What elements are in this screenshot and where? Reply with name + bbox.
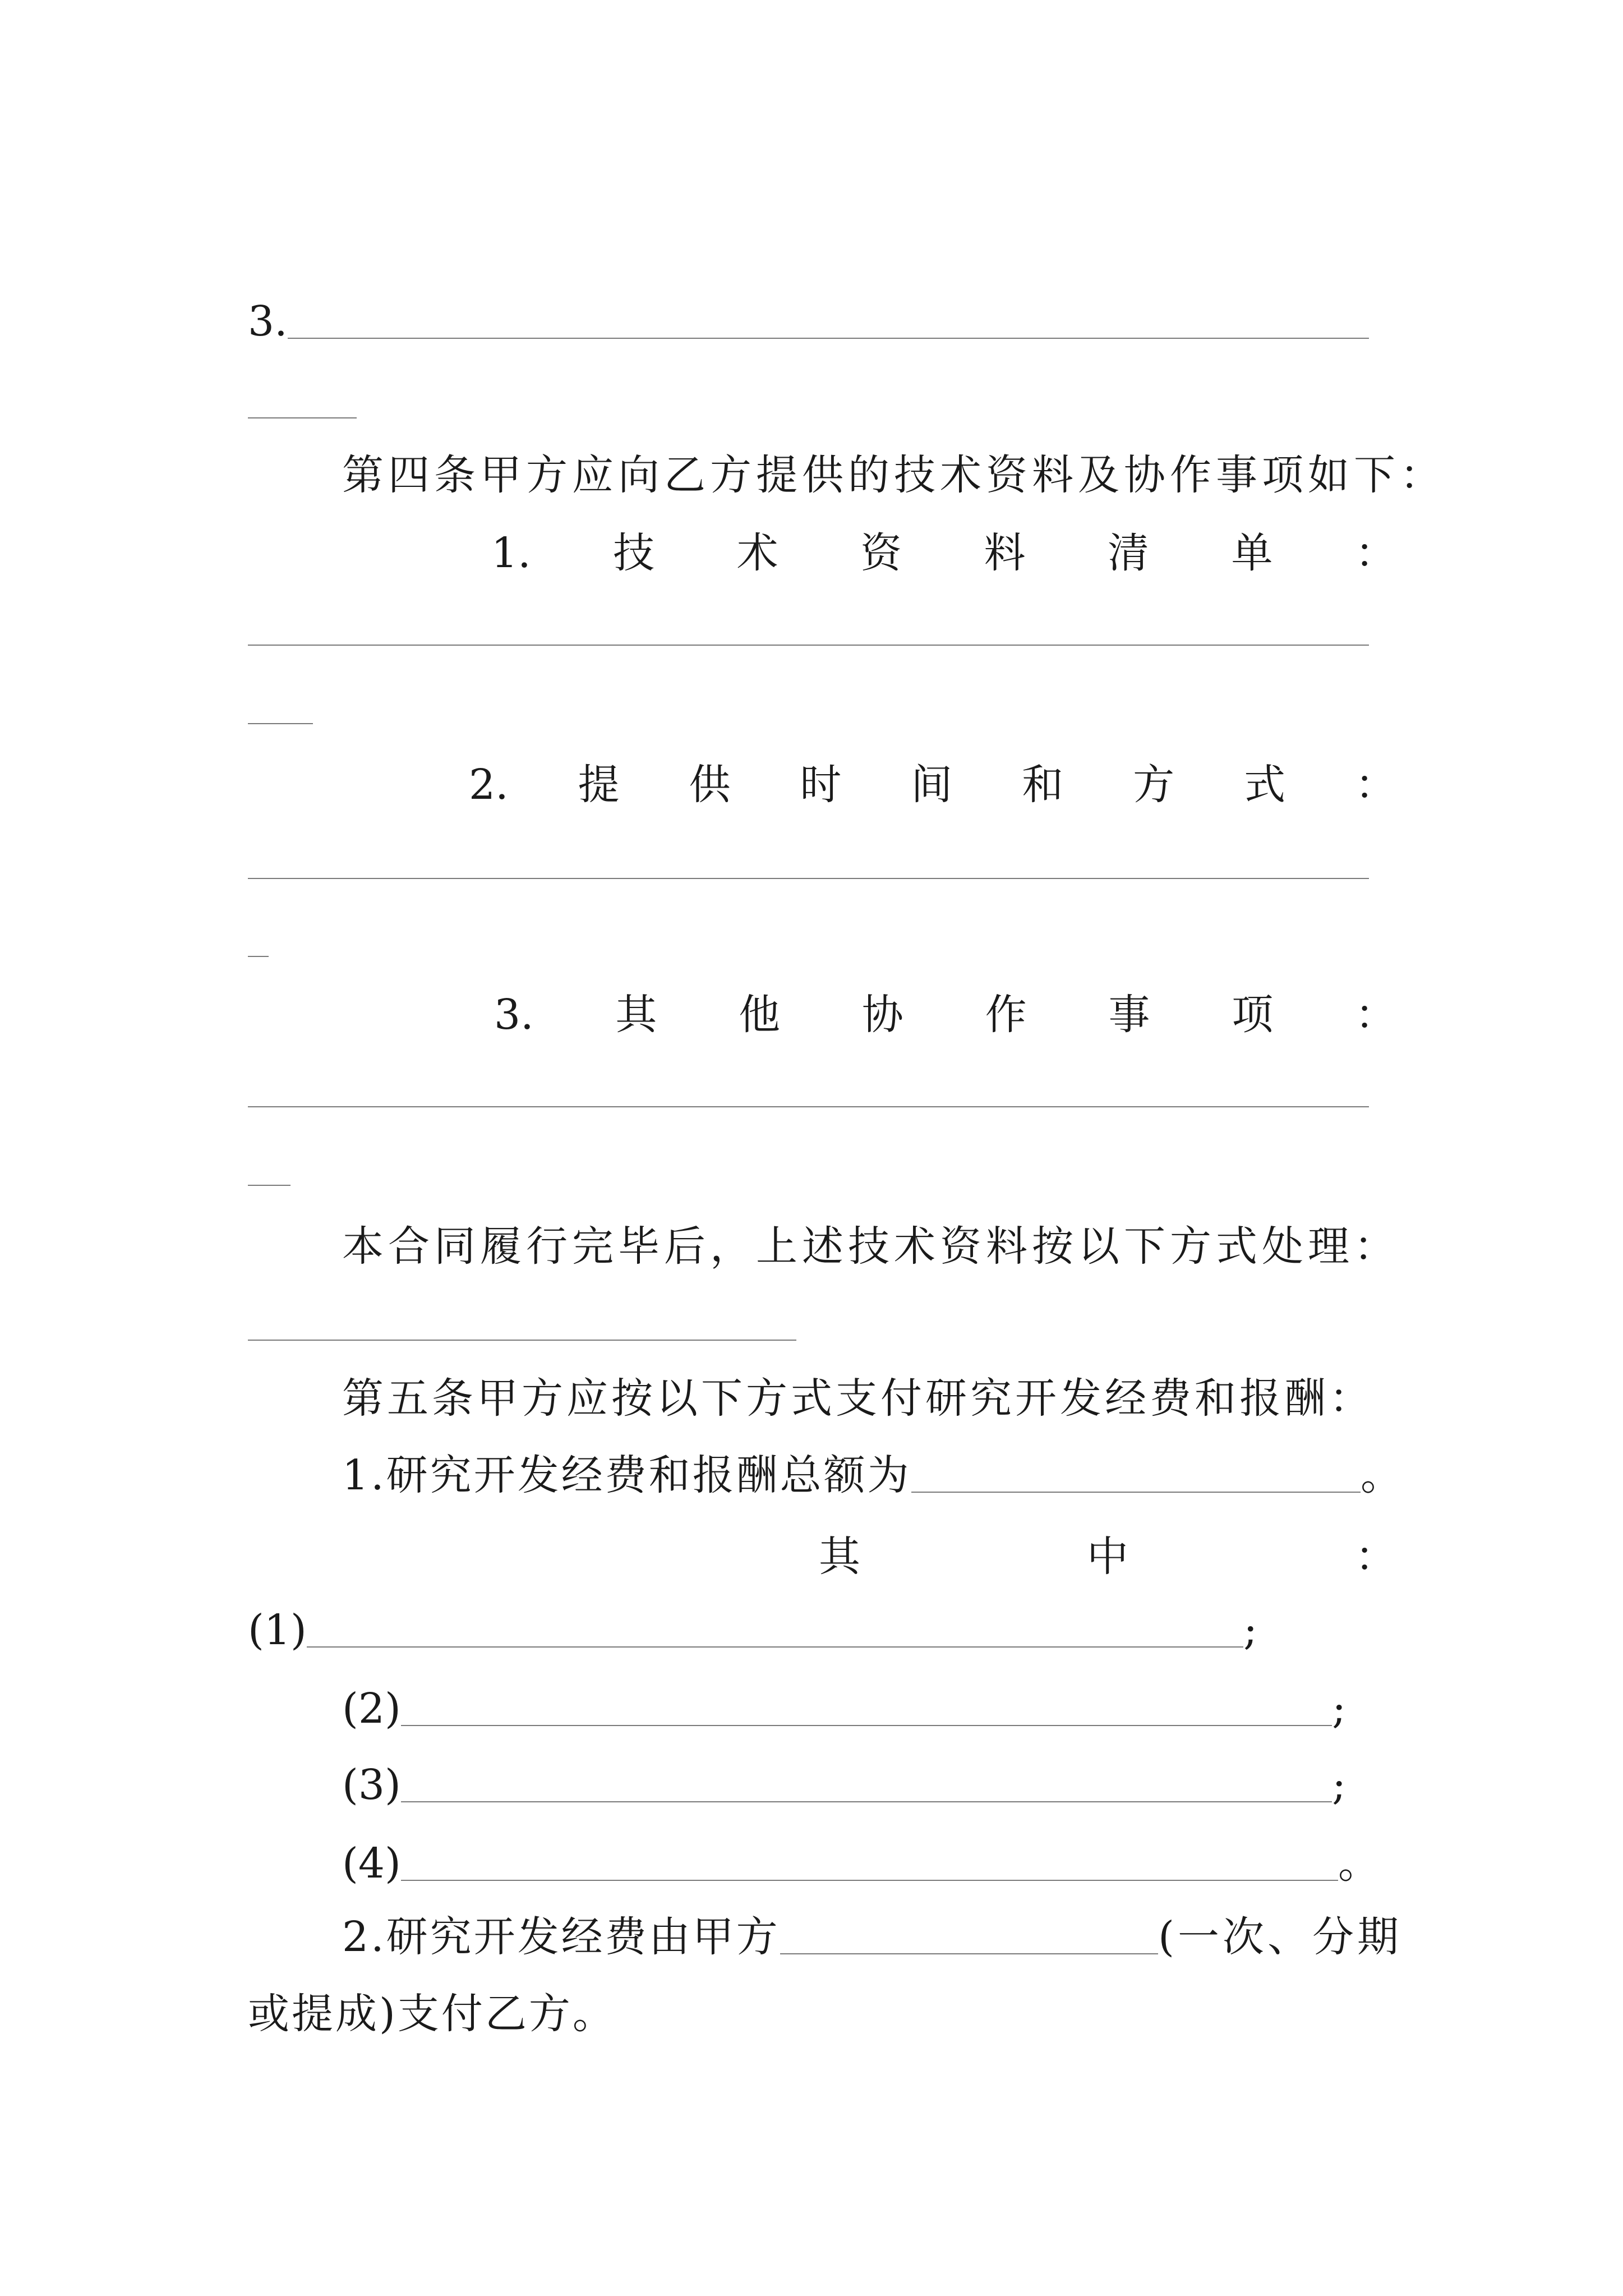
item-number: (4) bbox=[342, 1839, 401, 1888]
breakdown-item-3 bbox=[342, 1760, 1346, 1810]
article5-total-line bbox=[342, 1450, 1402, 1501]
article5-payment-line bbox=[342, 1912, 1402, 1962]
total-label: 1.研究开发经费和报酬总额为 bbox=[342, 1451, 911, 1499]
item-number: 3. bbox=[248, 297, 288, 346]
article-heading-text: 第四条甲方应向乙方提供的技术资料及协作事项如下： bbox=[342, 451, 1446, 499]
article4-disposal-clause bbox=[342, 1221, 1400, 1272]
article5-breakdown-label bbox=[819, 1531, 1396, 1582]
item-number: 1. bbox=[491, 529, 531, 577]
blank-line-continuation bbox=[248, 417, 357, 418]
label-colon: ： bbox=[1354, 991, 1396, 1039]
blank-line bbox=[248, 1106, 1369, 1107]
blank-line bbox=[401, 1790, 1332, 1802]
label-char: 间 bbox=[911, 761, 953, 809]
label-char: 式 bbox=[1244, 761, 1286, 809]
label-char: 项 bbox=[1232, 991, 1274, 1039]
article4-heading bbox=[342, 450, 1446, 500]
item-number: 3. bbox=[494, 991, 534, 1039]
payment-continuation-text: 或提成)支付乙方。 bbox=[248, 1990, 616, 2038]
line-end-mark: ; bbox=[1332, 1761, 1346, 1809]
article4-item1-label bbox=[491, 528, 1396, 578]
label-char: 提 bbox=[578, 761, 620, 809]
line-end-mark: 。 bbox=[1361, 1451, 1402, 1499]
blank-line bbox=[911, 1480, 1361, 1493]
label-char: 料 bbox=[984, 529, 1026, 577]
label-colon: ： bbox=[1355, 529, 1396, 577]
label-char: 和 bbox=[1022, 761, 1064, 809]
blank-line-continuation bbox=[248, 1185, 291, 1186]
line-end-mark: 。 bbox=[1338, 1839, 1380, 1888]
article4-item3-label bbox=[494, 990, 1396, 1040]
blank-line bbox=[780, 1942, 1159, 1954]
label-char: 资 bbox=[860, 529, 902, 577]
article4-item2-label bbox=[469, 760, 1396, 810]
payment-label: 2.研究开发经费由甲方 bbox=[342, 1913, 780, 1961]
label-char: 事 bbox=[1108, 991, 1150, 1039]
blank-line bbox=[248, 878, 1369, 879]
item-number: (2) bbox=[342, 1685, 401, 1733]
label-char: 方 bbox=[1133, 761, 1175, 809]
blank-line bbox=[248, 1340, 796, 1341]
blank-line bbox=[307, 1635, 1243, 1648]
label-char: 时 bbox=[800, 761, 842, 809]
blank-line bbox=[401, 1714, 1332, 1726]
item-number: 2. bbox=[469, 761, 509, 809]
breakdown-item-4 bbox=[342, 1838, 1380, 1889]
blank-line-continuation bbox=[248, 723, 313, 724]
payment-options: (一次、分期 bbox=[1158, 1913, 1402, 1961]
article5-heading bbox=[342, 1373, 1374, 1424]
blank-line bbox=[401, 1869, 1338, 1881]
label-char: 术 bbox=[736, 529, 778, 577]
item-number: (1) bbox=[248, 1606, 307, 1654]
blank-line bbox=[288, 326, 1369, 339]
label-char: 供 bbox=[689, 761, 731, 809]
blank-line bbox=[248, 645, 1369, 646]
article-heading-text: 第五条甲方应按以下方式支付研究开发经费和报酬： bbox=[342, 1374, 1374, 1423]
label-char: 中 bbox=[1087, 1533, 1128, 1581]
item-number: (3) bbox=[342, 1761, 401, 1809]
label-colon: ： bbox=[1355, 1533, 1396, 1581]
label-char: 作 bbox=[985, 991, 1027, 1039]
label-char: 技 bbox=[613, 529, 655, 577]
breakdown-item-1 bbox=[248, 1605, 1257, 1655]
label-char: 其 bbox=[615, 991, 657, 1039]
label-char: 他 bbox=[739, 991, 781, 1039]
article5-payment-continuation bbox=[248, 1989, 616, 2039]
label-colon: ： bbox=[1354, 761, 1396, 809]
label-char: 其 bbox=[819, 1533, 860, 1581]
clause-text: 本合同履行完毕后，上述技术资料按以下方式处理： bbox=[342, 1222, 1400, 1271]
label-char: 单 bbox=[1231, 529, 1273, 577]
article3-item3-line bbox=[248, 296, 1369, 347]
line-end-mark: ; bbox=[1243, 1606, 1257, 1654]
label-char: 清 bbox=[1108, 529, 1150, 577]
blank-line-continuation bbox=[248, 956, 269, 957]
label-char: 协 bbox=[861, 991, 903, 1039]
breakdown-item-2 bbox=[342, 1683, 1346, 1734]
line-end-mark: ; bbox=[1332, 1685, 1346, 1733]
